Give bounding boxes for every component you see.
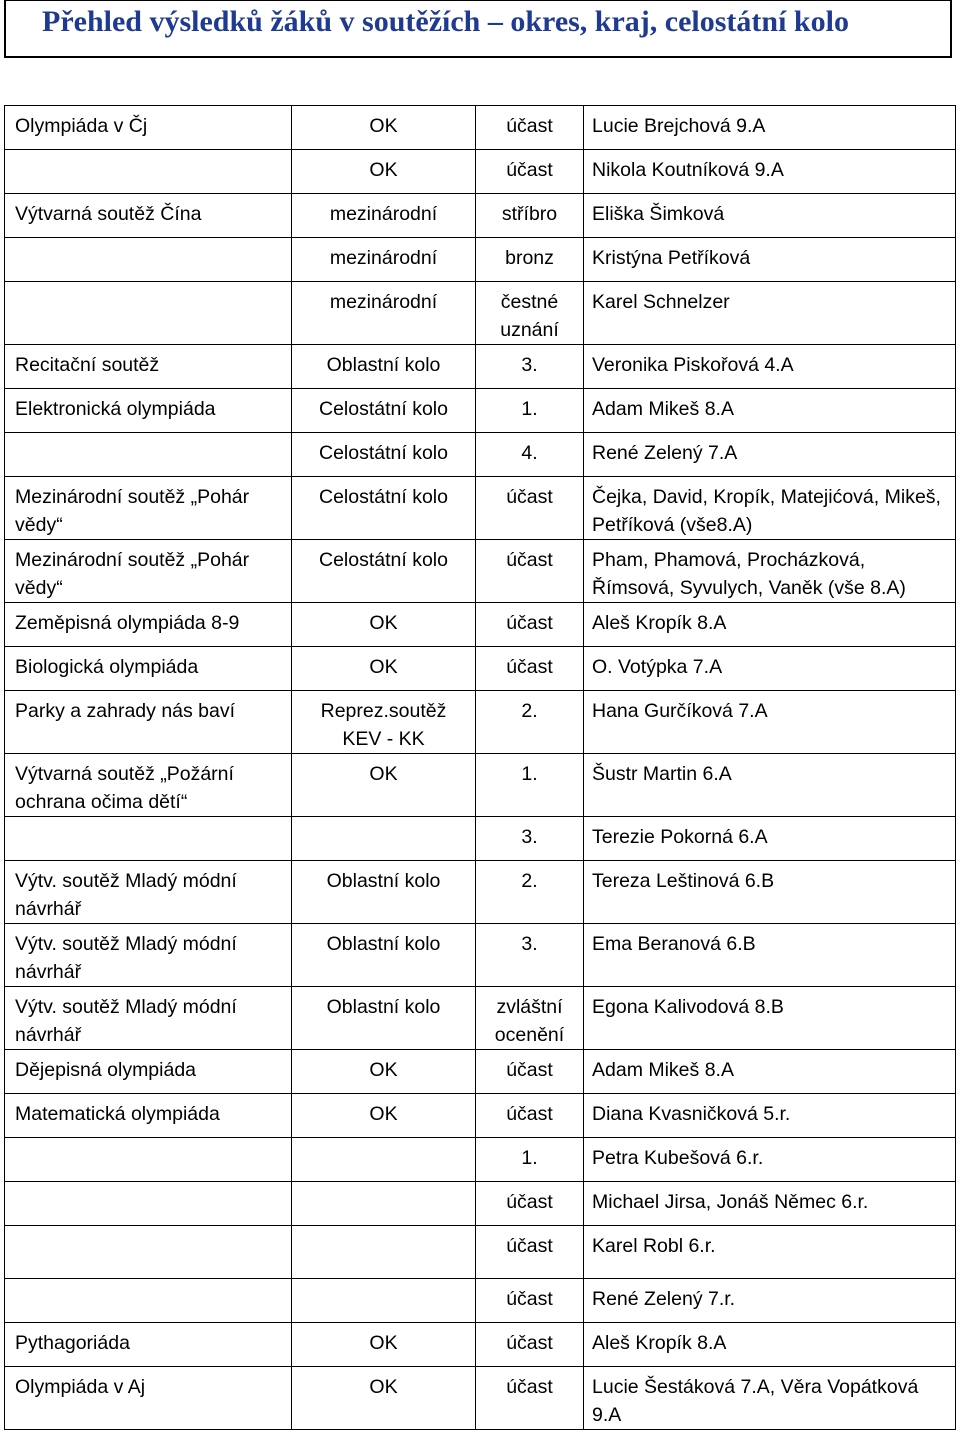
table-cell-c2 bbox=[292, 389, 476, 433]
cell-text: Lucie Brejchová 9.A bbox=[592, 115, 766, 137]
table-cell-c4 bbox=[584, 194, 956, 238]
table-cell-c3 bbox=[476, 1050, 584, 1094]
table-row bbox=[5, 691, 956, 754]
table-cell-c1 bbox=[5, 282, 292, 345]
table-cell-c1 bbox=[5, 540, 292, 603]
table-cell-c2 bbox=[292, 282, 476, 345]
table-cell-c1 bbox=[5, 817, 292, 861]
table-cell-c3 bbox=[476, 106, 584, 150]
table-cell-c1 bbox=[5, 1138, 292, 1182]
table-cell-c2 bbox=[292, 345, 476, 389]
cell-text: Petra Kubešová 6.r. bbox=[592, 1147, 764, 1169]
cell-text: OK bbox=[369, 656, 398, 678]
cell-text: Čejka, David, Kropík, Matejićová, Mikeš, Petříková (vše8.A) bbox=[592, 486, 941, 536]
table-cell-c2 bbox=[292, 477, 476, 540]
table-cell-c4 bbox=[584, 282, 956, 345]
table-cell-c2 bbox=[292, 238, 476, 282]
cell-text: 1. bbox=[521, 763, 538, 785]
table-cell-c1 bbox=[5, 433, 292, 477]
cell-text: Diana Kvasničková 5.r. bbox=[592, 1103, 791, 1125]
cell-text: Celostátní kolo bbox=[319, 398, 448, 420]
cell-text bbox=[15, 1226, 283, 1232]
table-cell-c2 bbox=[292, 1094, 476, 1138]
table-cell-c2 bbox=[292, 861, 476, 924]
table-cell-c2 bbox=[292, 150, 476, 194]
table-cell-c2 bbox=[292, 817, 476, 861]
cell-text: účast bbox=[506, 1235, 553, 1257]
cell-text: Parky a zahrady nás baví bbox=[15, 700, 236, 722]
table-cell-c2 bbox=[292, 647, 476, 691]
cell-text: čestné uznání bbox=[500, 291, 559, 341]
cell-text: mezinárodní bbox=[329, 291, 438, 313]
cell-text: Celostátní kolo bbox=[319, 486, 448, 508]
table-cell-c4 bbox=[584, 106, 956, 150]
cell-text: Adam Mikeš 8.A bbox=[592, 1059, 734, 1081]
cell-text: Adam Mikeš 8.A bbox=[592, 398, 734, 420]
cell-text: Oblastní kolo bbox=[326, 933, 441, 955]
cell-text: účast bbox=[506, 1103, 553, 1125]
table-cell-c3 bbox=[476, 1367, 584, 1430]
cell-text: Aleš Kropík 8.A bbox=[592, 1332, 727, 1354]
table-cell-c4 bbox=[584, 433, 956, 477]
cell-text: René Zelený 7.r. bbox=[592, 1288, 736, 1310]
table-row bbox=[5, 1323, 956, 1367]
table-cell-c3 bbox=[476, 691, 584, 754]
cell-text: René Zelený 7.A bbox=[592, 442, 738, 464]
table-cell-c3 bbox=[476, 238, 584, 282]
cell-text: mezinárodní bbox=[329, 247, 438, 269]
table-cell-c4 bbox=[584, 1226, 956, 1279]
cell-text: Mezinárodní soutěž „Pohár vědy“ bbox=[15, 486, 250, 536]
table-cell-c2 bbox=[292, 433, 476, 477]
cell-text bbox=[15, 150, 283, 156]
table-cell-c3 bbox=[476, 1226, 584, 1279]
table-cell-c1 bbox=[5, 603, 292, 647]
table-cell-c4 bbox=[584, 861, 956, 924]
cell-text: stříbro bbox=[501, 203, 558, 225]
cell-text: Mezinárodní soutěž „Pohár vědy“ bbox=[15, 549, 250, 599]
cell-text: OK bbox=[369, 115, 398, 137]
table-cell-c1 bbox=[5, 691, 292, 754]
table-cell-c1 bbox=[5, 194, 292, 238]
table-cell-c3 bbox=[476, 1279, 584, 1323]
cell-text: Šustr Martin 6.A bbox=[592, 763, 732, 785]
cell-text: OK bbox=[369, 1059, 398, 1081]
table-cell-c4 bbox=[584, 150, 956, 194]
table-cell-c1 bbox=[5, 647, 292, 691]
cell-text: OK bbox=[369, 1376, 398, 1398]
cell-text: OK bbox=[369, 159, 398, 181]
cell-text: Tereza Leštinová 6.B bbox=[592, 870, 775, 892]
cell-text: 3. bbox=[521, 826, 538, 848]
cell-text: Biologická olympiáda bbox=[15, 656, 199, 678]
table-cell-c2 bbox=[292, 540, 476, 603]
table-cell-c4 bbox=[584, 647, 956, 691]
table-row bbox=[5, 817, 956, 861]
cell-text bbox=[15, 433, 283, 439]
cell-text: O. Votýpka 7.A bbox=[592, 656, 723, 678]
table-cell-c1 bbox=[5, 1226, 292, 1279]
cell-text: Aleš Kropík 8.A bbox=[592, 612, 727, 634]
table-row bbox=[5, 540, 956, 603]
table-cell-c2 bbox=[292, 924, 476, 987]
cell-text: OK bbox=[369, 612, 398, 634]
table-cell-c1 bbox=[5, 238, 292, 282]
table-cell-c2 bbox=[292, 1226, 476, 1279]
table-row bbox=[5, 433, 956, 477]
cell-text: OK bbox=[369, 1103, 398, 1125]
cell-text: Karel Robl 6.r. bbox=[592, 1235, 716, 1257]
table-cell-c2 bbox=[292, 1182, 476, 1226]
table-cell-c3 bbox=[476, 603, 584, 647]
table-cell-c3 bbox=[476, 345, 584, 389]
cell-text: účast bbox=[506, 1059, 553, 1081]
table-cell-c1 bbox=[5, 150, 292, 194]
cell-text: Karel Schnelzer bbox=[592, 291, 730, 313]
table-cell-c1 bbox=[5, 1323, 292, 1367]
table-cell-c4 bbox=[584, 817, 956, 861]
cell-text: účast bbox=[506, 486, 553, 508]
table-cell-c4 bbox=[584, 1367, 956, 1430]
table-cell-c1 bbox=[5, 389, 292, 433]
table-cell-c2 bbox=[292, 754, 476, 817]
cell-text: Výtv. soutěž Mladý módní návrhář bbox=[15, 996, 237, 1046]
table-cell-c1 bbox=[5, 924, 292, 987]
cell-text: Reprez.soutěž KEV - KK bbox=[320, 700, 447, 750]
cell-text: účast bbox=[506, 1376, 553, 1398]
cell-text: Zeměpisná olympiáda 8-9 bbox=[15, 612, 240, 634]
table-cell-c4 bbox=[584, 1094, 956, 1138]
cell-text: Olympiáda v Aj bbox=[15, 1376, 146, 1398]
cell-text: mezinárodní bbox=[329, 203, 438, 225]
table-row bbox=[5, 106, 956, 150]
cell-text: Výtv. soutěž Mladý módní návrhář bbox=[15, 933, 237, 983]
cell-text bbox=[15, 238, 283, 244]
cell-text: účast bbox=[506, 115, 553, 137]
cell-text bbox=[15, 817, 283, 823]
cell-text: Výtv. soutěž Mladý módní návrhář bbox=[15, 870, 237, 920]
table-cell-c1 bbox=[5, 477, 292, 540]
cell-text: Oblastní kolo bbox=[326, 996, 441, 1018]
table-row bbox=[5, 754, 956, 817]
cell-text: Eliška Šimková bbox=[592, 203, 725, 225]
table-cell-c4 bbox=[584, 1138, 956, 1182]
cell-text: 1. bbox=[521, 1147, 538, 1169]
table-cell-c4 bbox=[584, 754, 956, 817]
cell-text: účast bbox=[506, 549, 553, 571]
cell-text: bronz bbox=[505, 247, 554, 269]
table-cell-c1 bbox=[5, 987, 292, 1050]
table-cell-c3 bbox=[476, 477, 584, 540]
cell-text bbox=[15, 1138, 283, 1144]
results-table bbox=[4, 105, 956, 1430]
table-cell-c3 bbox=[476, 1182, 584, 1226]
table-row bbox=[5, 1367, 956, 1430]
table-cell-c3 bbox=[476, 1138, 584, 1182]
cell-text: OK bbox=[369, 763, 398, 785]
table-cell-c2 bbox=[292, 1323, 476, 1367]
table-cell-c3 bbox=[476, 194, 584, 238]
cell-text: Výtvarná soutěž Čína bbox=[15, 203, 202, 225]
table-cell-c1 bbox=[5, 345, 292, 389]
title-box bbox=[4, 0, 952, 58]
cell-text: účast bbox=[506, 1288, 553, 1310]
cell-text: 1. bbox=[521, 398, 538, 420]
cell-text: Oblastní kolo bbox=[326, 354, 441, 376]
cell-text bbox=[15, 1182, 283, 1188]
cell-text: 3. bbox=[521, 933, 538, 955]
table-cell-c1 bbox=[5, 1279, 292, 1323]
table-row bbox=[5, 1050, 956, 1094]
table-cell-c4 bbox=[584, 987, 956, 1050]
cell-text: Lucie Šestáková 7.A, Věra Vopátková 9.A bbox=[592, 1376, 919, 1426]
table-cell-c2 bbox=[292, 1138, 476, 1182]
cell-text bbox=[15, 1279, 283, 1285]
table-row bbox=[5, 1279, 956, 1323]
table-cell-c3 bbox=[476, 647, 584, 691]
table-cell-c4 bbox=[584, 1323, 956, 1367]
cell-text: 4. bbox=[521, 442, 538, 464]
table-cell-c3 bbox=[476, 282, 584, 345]
cell-text: Dějepisná olympiáda bbox=[15, 1059, 197, 1081]
table-cell-c2 bbox=[292, 194, 476, 238]
cell-text: Výtvarná soutěž „Požární ochrana očima dětí“ bbox=[15, 763, 234, 813]
table-cell-c1 bbox=[5, 754, 292, 817]
cell-text: Kristýna Petříková bbox=[592, 247, 751, 269]
cell-text: Egona Kalivodová 8.B bbox=[592, 996, 784, 1018]
table-cell-c4 bbox=[584, 238, 956, 282]
cell-text: účast bbox=[506, 612, 553, 634]
table-cell-c3 bbox=[476, 861, 584, 924]
page-title: Přehled výsledků žáků v soutěžích – okres, kraj, celostátní kolo bbox=[42, 5, 849, 38]
table-cell-c3 bbox=[476, 924, 584, 987]
table-row bbox=[5, 238, 956, 282]
cell-text: účast bbox=[506, 656, 553, 678]
cell-text bbox=[300, 1182, 467, 1188]
table-row bbox=[5, 345, 956, 389]
table-cell-c1 bbox=[5, 1367, 292, 1430]
cell-text: Olympiáda v Čj bbox=[15, 115, 148, 137]
table-row bbox=[5, 987, 956, 1050]
table-cell-c1 bbox=[5, 1182, 292, 1226]
table-row bbox=[5, 150, 956, 194]
table-cell-c4 bbox=[584, 1050, 956, 1094]
table-cell-c1 bbox=[5, 106, 292, 150]
table-cell-c3 bbox=[476, 150, 584, 194]
table-cell-c2 bbox=[292, 603, 476, 647]
table-cell-c4 bbox=[584, 389, 956, 433]
table-cell-c4 bbox=[584, 1279, 956, 1323]
cell-text: Michael Jirsa, Jonáš Němec 6.r. bbox=[592, 1191, 869, 1213]
table-cell-c4 bbox=[584, 603, 956, 647]
table-cell-c3 bbox=[476, 389, 584, 433]
table-row bbox=[5, 1138, 956, 1182]
table-cell-c3 bbox=[476, 540, 584, 603]
table-cell-c4 bbox=[584, 345, 956, 389]
cell-text: Matematická olympiáda bbox=[15, 1103, 220, 1125]
cell-text: Pythagoriáda bbox=[15, 1332, 130, 1354]
cell-text: Ema Beranová 6.B bbox=[592, 933, 756, 955]
table-cell-c3 bbox=[476, 1094, 584, 1138]
cell-text: Terezie Pokorná 6.A bbox=[592, 826, 768, 848]
cell-text: 2. bbox=[521, 700, 538, 722]
table-cell-c2 bbox=[292, 1367, 476, 1430]
table-cell-c2 bbox=[292, 987, 476, 1050]
cell-text: Recitační soutěž bbox=[15, 354, 160, 376]
cell-text: Veronika Piskořová 4.A bbox=[592, 354, 794, 376]
cell-text: účast bbox=[506, 159, 553, 181]
cell-text: Elektronická olympiáda bbox=[15, 398, 216, 420]
table-row bbox=[5, 1182, 956, 1226]
table-cell-c1 bbox=[5, 1094, 292, 1138]
cell-text bbox=[15, 282, 283, 288]
table-cell-c3 bbox=[476, 754, 584, 817]
table-cell-c4 bbox=[584, 924, 956, 987]
table-row bbox=[5, 477, 956, 540]
cell-text: Hana Gurčíková 7.A bbox=[592, 700, 768, 722]
table-cell-c2 bbox=[292, 1050, 476, 1094]
table-cell-c2 bbox=[292, 106, 476, 150]
table-cell-c4 bbox=[584, 540, 956, 603]
table-cell-c3 bbox=[476, 987, 584, 1050]
cell-text: Pham, Phamová, Procházková, Římsová, Syvulych, Vaněk (vše 8.A) bbox=[592, 549, 906, 599]
cell-text: Nikola Koutníková 9.A bbox=[592, 159, 784, 181]
table-row bbox=[5, 1094, 956, 1138]
table-cell-c3 bbox=[476, 817, 584, 861]
cell-text: Oblastní kolo bbox=[326, 870, 441, 892]
table-cell-c1 bbox=[5, 1050, 292, 1094]
cell-text bbox=[300, 1279, 467, 1285]
table-cell-c4 bbox=[584, 1182, 956, 1226]
table-cell-c4 bbox=[584, 691, 956, 754]
table-row bbox=[5, 194, 956, 238]
cell-text: 3. bbox=[521, 354, 538, 376]
table-cell-c4 bbox=[584, 477, 956, 540]
table-row bbox=[5, 603, 956, 647]
table-row bbox=[5, 647, 956, 691]
cell-text: Celostátní kolo bbox=[319, 549, 448, 571]
table-row bbox=[5, 389, 956, 433]
table-cell-c2 bbox=[292, 691, 476, 754]
table-cell-c3 bbox=[476, 433, 584, 477]
table-row bbox=[5, 1226, 956, 1279]
cell-text: OK bbox=[369, 1332, 398, 1354]
cell-text: účast bbox=[506, 1191, 553, 1213]
cell-text: účast bbox=[506, 1332, 553, 1354]
table-cell-c2 bbox=[292, 1279, 476, 1323]
cell-text: 2. bbox=[521, 870, 538, 892]
cell-text bbox=[300, 817, 467, 823]
cell-text bbox=[300, 1138, 467, 1144]
table-row bbox=[5, 924, 956, 987]
table-cell-c1 bbox=[5, 861, 292, 924]
table-row bbox=[5, 282, 956, 345]
cell-text: Celostátní kolo bbox=[319, 442, 448, 464]
table-cell-c3 bbox=[476, 1323, 584, 1367]
cell-text bbox=[300, 1226, 467, 1232]
table-row bbox=[5, 861, 956, 924]
cell-text: zvláštní ocenění bbox=[494, 996, 565, 1046]
